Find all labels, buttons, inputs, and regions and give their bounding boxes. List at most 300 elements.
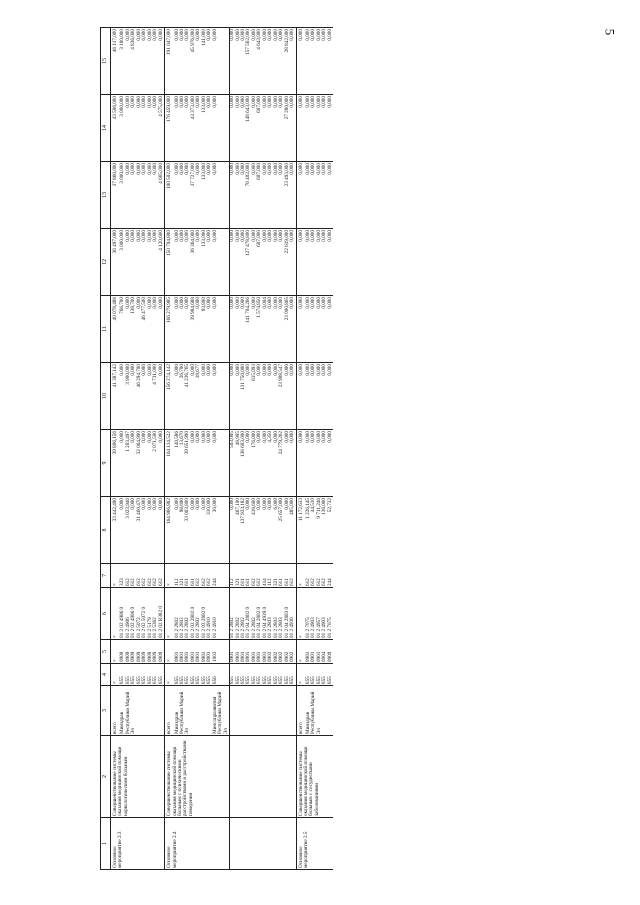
code-cell: 612 [137, 564, 142, 588]
code-cell: 855 [148, 664, 153, 686]
total-value: 11 172,633 [296, 497, 306, 564]
amount-cell: 33 003,800 [185, 497, 190, 564]
total-value: 39 806,156 [111, 430, 121, 497]
code-cell: 855 [120, 664, 125, 686]
amount-cell: 0,000 [279, 296, 284, 363]
code-cell: 0901 [236, 640, 241, 664]
code-cell: 01 2 2803 [279, 588, 284, 640]
amount-cell: 0,000 [175, 95, 180, 162]
amount-cell: 137 933,182 [241, 497, 246, 564]
code-cell: 01 2 2802 [252, 588, 257, 640]
amount-cell: 0,000 [306, 229, 311, 296]
amount-cell: 157 562,000 [246, 28, 251, 95]
amount-cell: 23 908,547 [279, 363, 284, 430]
code-cell: 0902 [290, 640, 296, 664]
amount-cell: 48,905 [236, 430, 241, 497]
amount-cell: 0,000 [311, 229, 316, 296]
code-cell: 0901 [246, 640, 251, 664]
column-header-15: 15 [101, 28, 111, 95]
amount-cell: 0,000 [230, 28, 236, 95]
amount-cell: 0,000 [328, 296, 333, 363]
total-label: всего [111, 686, 121, 736]
amount-cell: 133,000 [202, 95, 207, 162]
amount-cell: 0,000 [322, 95, 327, 162]
amount-cell: 467,100 [236, 497, 241, 564]
code-cell: 612 [322, 564, 327, 588]
code-cell: 855 [185, 664, 190, 686]
amount-cell: 0,000 [196, 162, 201, 229]
amount-cell: 0,000 [274, 363, 279, 430]
amount-cell: 0,000 [241, 162, 246, 229]
amount-cell: 0,000 [290, 28, 296, 95]
amount-cell: 0,000 [263, 229, 268, 296]
amount-cell: 6,000 [274, 497, 279, 564]
amount-cell: 607,000 [257, 95, 262, 162]
column-header-6: 6 [101, 588, 111, 640]
amount-cell: 0,000 [246, 363, 251, 430]
amount-cell: 0,000 [263, 95, 268, 162]
executor-name: Минздрав Республики Марий Эл [306, 686, 333, 736]
column-header-8: 8 [101, 497, 111, 564]
code-cell: 01 2 04 2803 0 [285, 588, 290, 640]
amount-cell: 43 373,000 [191, 95, 196, 162]
code-cell: 321 [236, 564, 241, 588]
column-header-7: 7 [101, 564, 111, 588]
amount-cell: 0,000 [311, 162, 316, 229]
amount-cell: 0,000 [290, 162, 296, 229]
code-cell: 855 [175, 664, 180, 686]
code-cell: 855 [290, 664, 296, 686]
page-number: 5 [602, 28, 618, 36]
amount-cell: 0,000 [153, 229, 158, 296]
code-cell: 414 [263, 564, 268, 588]
amount-cell: 0,000 [322, 363, 327, 430]
amount-cell: 0,000 [306, 363, 311, 430]
code-cell: 0909 [126, 640, 131, 664]
amount-cell: 39 984,688 [191, 296, 196, 363]
amount-cell: 32 064,990 [137, 430, 142, 497]
amount-cell: 24 779,262 [279, 430, 284, 497]
amount-cell: 0,000 [230, 363, 236, 430]
code-cell: 0902 [285, 640, 290, 664]
amount-cell: 615,093 [252, 363, 257, 430]
amount-cell: 52,732 [328, 497, 333, 564]
amount-cell: 2 071,500 [153, 430, 158, 497]
amount-cell: 4 120,600 [159, 229, 165, 296]
amount-cell: 0,000 [153, 28, 158, 95]
column-header-2: 2 [101, 736, 111, 818]
amount-cell: 6,000 [142, 28, 147, 95]
amount-cell: 0,000 [322, 229, 327, 296]
code-cell: 0909 [120, 640, 125, 664]
code-cell: 0901 [306, 640, 311, 664]
amount-cell: 310,000 [207, 497, 212, 564]
amount-cell: 31 460,470 [137, 497, 142, 564]
amount-cell: 0,000 [285, 363, 290, 430]
amount-cell: 0,000 [196, 229, 201, 296]
amount-cell: 36 364,000 [191, 229, 196, 296]
total-value: 0,000 [296, 296, 306, 363]
amount-cell: 0,000 [236, 95, 241, 162]
code-cell: 0901 [196, 640, 201, 664]
amount-cell: 26,700 [180, 363, 185, 430]
total-value: 43 506,000 [111, 95, 121, 162]
amount-cell: 0,000 [148, 95, 153, 162]
code-cell: 856 [213, 664, 230, 686]
amount-cell: 93,800 [202, 296, 207, 363]
code-cell: 855 [246, 664, 251, 686]
code-cell: 01 2 02 4906 0 [131, 588, 136, 640]
amount-cell: 0,000 [159, 497, 165, 564]
section-description: Совершенствование системы оказания медицинской помощи больным с психическими расстройствами и расстройствами поведения [165, 736, 230, 818]
total-value: 191 047,000 [165, 28, 175, 95]
code-cell: 0901 [202, 640, 207, 664]
code-cell: 612 [153, 564, 158, 588]
total-value: 37 860,000 [111, 162, 121, 229]
amount-cell: 0,000 [263, 363, 268, 430]
amount-cell: 0,000 [263, 28, 268, 95]
amount-cell: 41 236,765 [185, 363, 190, 430]
total-value: 33 442,400 [111, 497, 121, 564]
amount-cell: 0,000 [213, 95, 230, 162]
empty-cell-x: × [296, 564, 306, 588]
code-cell: 0901 [185, 640, 190, 664]
amount-cell: 0,000 [180, 162, 185, 229]
code-cell: 321 [180, 564, 185, 588]
code-cell: 612 [317, 564, 322, 588]
code-cell: 612 [159, 564, 165, 588]
amount-cell: 0,000 [230, 229, 236, 296]
amount-cell: 0,000 [175, 28, 180, 95]
total-value: 0,000 [296, 28, 306, 95]
amount-cell: 0,000 [202, 363, 207, 430]
amount-cell: 0,000 [252, 95, 257, 162]
amount-cell: 0,000 [137, 229, 142, 296]
code-cell: 855 [153, 664, 158, 686]
executor-name: Минздрав Республики Марий Эл [120, 686, 164, 736]
total-label: всего [296, 686, 306, 736]
code-cell: 01 2 5072 [137, 588, 142, 640]
code-cell: 01 2 02 4906 0 [120, 588, 125, 640]
code-cell: 612 [126, 564, 131, 588]
amount-cell: 0,000 [196, 296, 201, 363]
code-cell: 855 [142, 664, 147, 686]
amount-cell: 0,000 [175, 229, 180, 296]
amount-cell: 0,000 [153, 95, 158, 162]
amount-cell: 0,000 [207, 28, 212, 95]
amount-cell: 766,700 [120, 296, 125, 363]
code-cell: 611 [285, 564, 290, 588]
code-cell: 0904 [322, 640, 327, 664]
amount-cell: 0,000 [148, 162, 153, 229]
code-cell: 0909 [328, 640, 333, 664]
code-cell: 612 [311, 564, 316, 588]
amount-cell: 0,000 [180, 296, 185, 363]
amount-cell: 0,000 [268, 497, 273, 564]
code-cell: 612 [131, 564, 136, 588]
amount-cell: 1 574,850 [257, 296, 262, 363]
total-value: 0,000 [296, 229, 306, 296]
amount-cell: 4 643,000 [257, 28, 262, 95]
code-cell: 01 2 02 R382 0 [159, 588, 165, 640]
code-cell: 01 2 2802 [230, 588, 236, 640]
code-cell: 01 2 4910 [213, 588, 230, 640]
code-cell: 855 [317, 664, 322, 686]
amount-cell: 0,000 [257, 363, 262, 430]
amount-cell: 0,000 [279, 95, 284, 162]
amount-cell: 0,000 [126, 28, 131, 95]
total-value: 156 274,142 [165, 363, 175, 430]
code-cell: 01 2 5179 [148, 588, 153, 640]
code-cell: 855 [137, 664, 142, 686]
amount-cell: 0,000 [131, 497, 136, 564]
code-cell: 0901 [263, 640, 268, 664]
amount-cell: 0,000 [285, 430, 290, 497]
total-value: 36 497,000 [111, 229, 121, 296]
code-cell: 01 2 7075 [306, 588, 311, 640]
executor-name: Минсоцразвития Республики Марий Эл [213, 686, 230, 736]
code-cell: 0909 [159, 640, 165, 664]
amount-cell: 0,000 [159, 363, 165, 430]
empty-cell-x: × [165, 640, 175, 664]
amount-cell: 0,000 [213, 296, 230, 363]
amount-cell: 0,000 [252, 229, 257, 296]
amount-cell: 0,000 [148, 28, 153, 95]
amount-cell: 0,000 [196, 497, 201, 564]
code-cell: 612 [142, 564, 147, 588]
column-header-4: 4 [101, 664, 111, 686]
amount-cell: 37 727,000 [191, 162, 196, 229]
section-total-row [165, 28, 175, 870]
amount-cell: 0,000 [159, 28, 165, 95]
empty-cell-x: × [111, 564, 121, 588]
section-description [230, 736, 296, 818]
amount-cell: 0,000 [207, 229, 212, 296]
code-cell: 612 [207, 564, 212, 588]
code-cell: 01 2 2802 [196, 588, 201, 640]
code-cell: 0901 [257, 640, 262, 664]
amount-cell: 0,000 [185, 162, 190, 229]
amount-cell: 0,000 [137, 95, 142, 162]
amount-cell: 0,000 [268, 229, 273, 296]
code-cell: 855 [126, 664, 131, 686]
amount-cell: 0,000 [126, 296, 131, 363]
code-cell: 0901 [191, 640, 196, 664]
amount-cell: 0,000 [196, 430, 201, 497]
amount-cell: 0,000 [175, 296, 180, 363]
code-cell: 611 [241, 564, 246, 588]
amount-cell: 0,000 [263, 497, 268, 564]
amount-cell: 0,000 [306, 95, 311, 162]
header-row [101, 28, 111, 870]
amount-cell: 25 657,000 [279, 497, 284, 564]
amount-cell: 140,586 [175, 430, 180, 497]
amount-cell: 0,000 [274, 162, 279, 229]
amount-cell: 141 704,266 [246, 296, 251, 363]
code-cell: 0902 [279, 640, 284, 664]
code-cell: 0901 [230, 640, 236, 664]
code-cell: 0909 [148, 640, 153, 664]
amount-cell: 0,000 [142, 95, 147, 162]
section-title: Основное мероприятие 2.4 [165, 818, 230, 870]
empty-cell-x: × [165, 664, 175, 686]
code-cell: 612 [257, 564, 262, 588]
amount-cell: 0,000 [131, 95, 136, 162]
amount-cell: 0,000 [148, 497, 153, 564]
code-cell: 0901 [241, 640, 246, 664]
amount-cell: 0,000 [317, 28, 322, 95]
amount-cell: 0,004 [263, 296, 268, 363]
empty-cell-x: × [111, 588, 121, 640]
amount-cell: 4 665,000 [159, 162, 165, 229]
section-title: Основное мероприятие 2.5 [296, 818, 333, 870]
amount-cell: 3 000,000 [120, 95, 125, 162]
code-cell: 01 2 03 2802 0 [202, 588, 207, 640]
amount-cell: 0,000 [246, 497, 251, 564]
section-description: Совершенствование системы оказания медицинской помощи наркологическим больным [111, 736, 165, 818]
amount-cell: 0,000 [241, 296, 246, 363]
amount-cell: 0,000 [142, 430, 147, 497]
code-cell: 01 2 04 4939 0 [263, 588, 268, 640]
amount-cell: 0,000 [180, 28, 185, 95]
amount-cell: 141,000 [202, 28, 207, 95]
amount-cell: 0,000 [137, 28, 142, 95]
amount-cell: 0,000 [236, 363, 241, 430]
amount-cell: 133,000 [202, 162, 207, 229]
code-cell: 01 2 03 2802 0 [191, 588, 196, 640]
amount-cell: 28 842,000 [285, 28, 290, 95]
amount-cell: 0,000 [126, 162, 131, 229]
amount-cell: 0,000 [328, 229, 333, 296]
code-cell: 01 2 2803 [268, 588, 273, 640]
amount-cell: 0,000 [285, 497, 290, 564]
amount-cell: 0,000 [279, 28, 284, 95]
code-cell: 323 [120, 564, 125, 588]
code-cell: 855 [263, 664, 268, 686]
code-cell: 612 [148, 564, 153, 588]
section-total-row [296, 28, 306, 870]
total-value: 0,000 [296, 95, 306, 162]
code-cell: 855 [180, 664, 185, 686]
code-cell: 01 2 04 2802 0 [246, 588, 251, 640]
amount-cell: 0,000 [180, 229, 185, 296]
code-cell: 01 2 4903 [311, 588, 316, 640]
executor-name: Минздрав Республики Марий Эл [175, 686, 213, 736]
amount-cell: 0,000 [328, 95, 333, 162]
code-cell: 01 2 04 2802 0 [257, 588, 262, 640]
code-cell: 855 [241, 664, 246, 686]
amount-cell: 0,000 [252, 296, 257, 363]
code-cell: 0909 [153, 640, 158, 664]
amount-cell: 46 477,500 [142, 296, 147, 363]
amount-cell: 485,000 [290, 497, 296, 564]
total-value: 0,000 [296, 162, 306, 229]
amount-cell: 0,000 [236, 296, 241, 363]
code-cell: 855 [159, 664, 165, 686]
amount-cell: 46 294,700 [137, 363, 142, 430]
code-cell: 0902 [274, 640, 279, 664]
total-value: 176 459,000 [165, 95, 175, 162]
empty-cell-x: × [165, 588, 175, 640]
amount-cell: 18,677 [196, 363, 201, 430]
amount-cell: 0,000 [148, 296, 153, 363]
column-header-11: 11 [101, 296, 111, 363]
code-cell: 612 [202, 564, 207, 588]
code-cell: 0901 [317, 640, 322, 664]
amount-cell: 0,000 [311, 430, 316, 497]
code-cell: 855 [236, 664, 241, 686]
column-header-9: 9 [101, 430, 111, 497]
amount-cell: 0,000 [196, 28, 201, 95]
code-cell: 01 2 2803 [274, 588, 279, 640]
amount-cell: 45 976,000 [191, 28, 196, 95]
amount-cell: 0,000 [120, 363, 125, 430]
amount-cell: 27 280,000 [285, 95, 290, 162]
code-cell: 855 [268, 664, 273, 686]
table-body [111, 28, 334, 870]
amount-cell: 4,350 [268, 430, 273, 497]
amount-cell: 0,000 [207, 430, 212, 497]
amount-cell: 0,000 [290, 363, 296, 430]
amount-cell: 0,000 [322, 162, 327, 229]
amount-cell: 0,000 [257, 497, 262, 564]
amount-cell: 0,000 [230, 95, 236, 162]
total-value: 166 279,985 [165, 296, 175, 363]
amount-cell: 0,000 [306, 430, 311, 497]
amount-cell: 1 203,497 [126, 430, 131, 497]
amount-cell: 607,000 [257, 229, 262, 296]
amount-cell: 9 711,246 [317, 497, 322, 564]
code-cell: 0909 [142, 640, 147, 664]
amount-cell: 0,000 [230, 497, 236, 564]
empty-cell-x: × [296, 640, 306, 664]
amount-cell: 0,000 [317, 162, 322, 229]
amount-cell: 0,000 [306, 28, 311, 95]
rotated-budget-table [100, 30, 640, 870]
column-header-1: 1 [101, 818, 111, 870]
amount-cell: 39 651,990 [185, 430, 190, 497]
code-cell: 612 [196, 564, 201, 588]
executor-name [230, 686, 296, 736]
amount-cell: 0,000 [241, 28, 246, 95]
amount-cell: 0,000 [274, 296, 279, 363]
amount-cell: 0,000 [148, 363, 153, 430]
amount-cell: 0,000 [241, 95, 246, 162]
amount-cell: 0,000 [317, 95, 322, 162]
code-cell: 01 2 4936 [290, 588, 296, 640]
column-header-3: 3 [101, 686, 111, 736]
amount-cell: 0,000 [207, 363, 212, 430]
section-description: Совершенствование системы оказания медицинской помощи больным с сосудистыми заболеваниями [296, 736, 333, 818]
amount-cell: 148 643,000 [246, 95, 251, 162]
amount-cell: 503,005 [230, 430, 236, 497]
amount-cell: 0,000 [137, 162, 142, 229]
amount-cell: 418,600 [252, 497, 257, 564]
amount-cell: 0,000 [236, 229, 241, 296]
amount-cell: 0,000 [252, 162, 257, 229]
amount-cell: 0,000 [290, 229, 296, 296]
total-value: 100 502,000 [165, 162, 175, 229]
empty-cell-x: × [165, 564, 175, 588]
code-cell: 112 [268, 564, 273, 588]
code-cell: 612 [252, 564, 257, 588]
empty-cell-x: × [296, 588, 306, 640]
amount-cell: 0,000 [120, 497, 125, 564]
amount-cell: 0,000 [246, 430, 251, 497]
amount-cell: 0,000 [191, 430, 196, 497]
total-value: 40 078,488 [111, 296, 121, 363]
amount-cell: 138 603,000 [241, 430, 246, 497]
